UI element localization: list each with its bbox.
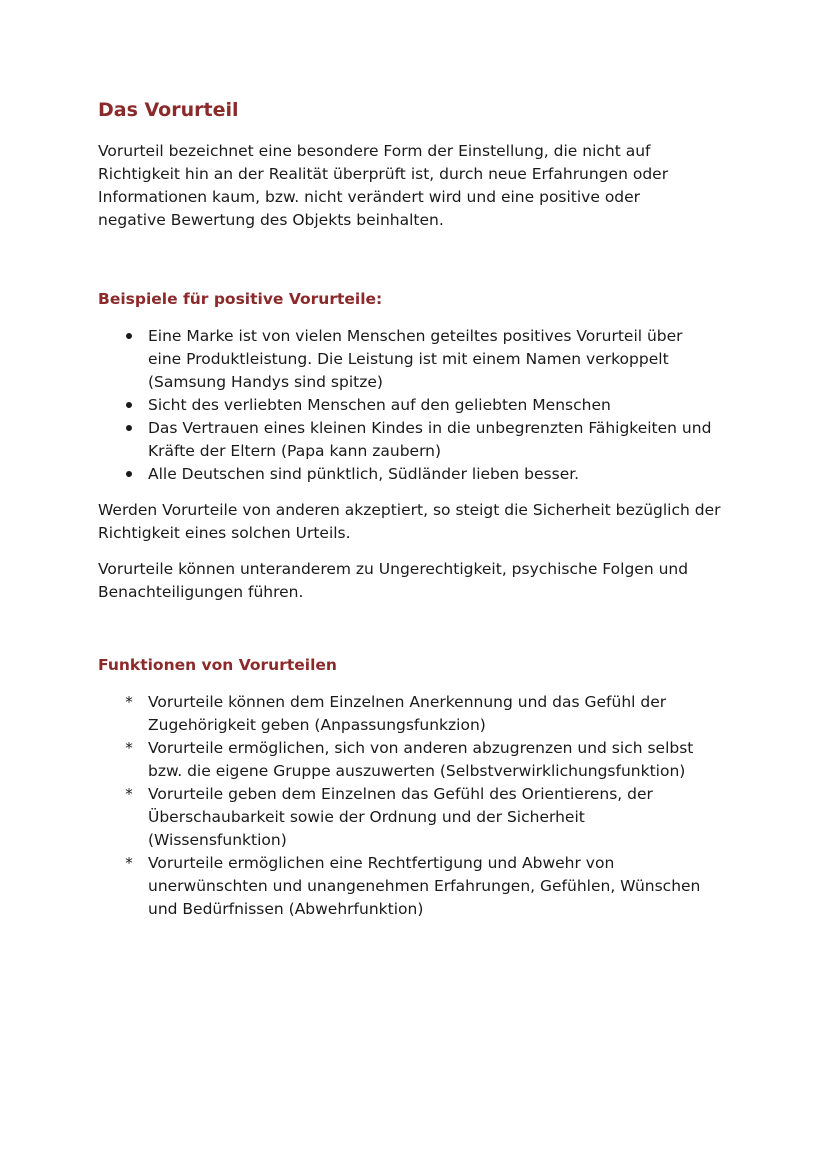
list-item-text: Vorurteile geben dem Einzelnen das Gefühl des Orientierens, der Überschaubarkeit sowie der Ordnung und der Sicherheit (Wissensfunktion) [148,785,653,849]
list-item-text: Vorurteile ermöglichen eine Rechtfertigung und Abwehr von unerwünschten und unangenehmen Erfahrungen, Gefühlen, Wünschen und Bedürfnissen (Abwehrfunktion) [148,854,701,918]
list-item-text: Alle Deutschen sind pünktlich, Südländer lieben besser. [148,465,580,483]
section-heading-positive-examples: Beispiele für positive Vorurteile: [98,290,383,308]
list-item [98,783,728,852]
asterisk-icon: * [125,739,133,757]
bullet-icon [122,394,136,417]
list-item [98,325,718,394]
intro-paragraph: Vorurteil bezeichnet eine besondere Form der Einstellung, die nicht auf Richtigkeit hin an der Realität überprüft ist, durch neue Erfahrungen oder Informationen kaum, bzw. nicht verändert wird und eine positive oder negative Bewertung des Objekts beinhalten. [98,142,669,229]
list-item [98,417,718,463]
list-item [98,852,728,921]
list-item-text: Vorurteile ermöglichen, sich von anderen abzugrenzen und sich selbst bzw. die eigene Gruppe auszuwerten (Selbstverwirklichungsfunktion) [148,739,694,780]
list-item-text: Vorurteile können dem Einzelnen Anerkennung und das Gefühl der Zugehörigkeit geben (Anpassungsfunkzion) [148,693,667,734]
list-item-text: Das Vertrauen eines kleinen Kindes in die unbegrenzten Fähigkeiten und Kräfte der Eltern (Papa kann zaubern) [148,419,712,460]
list-item-text: Eine Marke ist von vielen Menschen geteiltes positives Vorurteil über eine Produktleistung. Die Leistung ist mit einem Namen verkoppelt (Samsung Handys sind spitze) [148,327,683,391]
list-item [98,691,728,737]
list-item [98,394,718,417]
positive-examples-list [98,325,718,486]
list-item-text: Sicht des verliebten Menschen auf den geliebten Menschen [148,396,611,414]
asterisk-icon: * [125,785,133,803]
bullet-icon [122,463,136,486]
section-heading-functions: Funktionen von Vorurteilen [98,656,337,674]
consequences-paragraph: Vorurteile können unteranderem zu Ungerechtigkeit, psychische Folgen und Benachteiligungen führen. [98,560,689,601]
document-page [98,96,738,921]
page-title: Das Vorurteil [98,99,239,121]
functions-list [98,691,728,921]
acceptance-paragraph: Werden Vorurteile von anderen akzeptiert, so steigt die Sicherheit bezüglich der Richtigkeit eines solchen Urteils. [98,501,721,542]
asterisk-icon: * [125,854,133,872]
list-item [98,463,718,486]
asterisk-icon: * [125,693,133,711]
bullet-icon [122,325,136,348]
list-item [98,737,728,783]
bullet-icon [122,417,136,440]
